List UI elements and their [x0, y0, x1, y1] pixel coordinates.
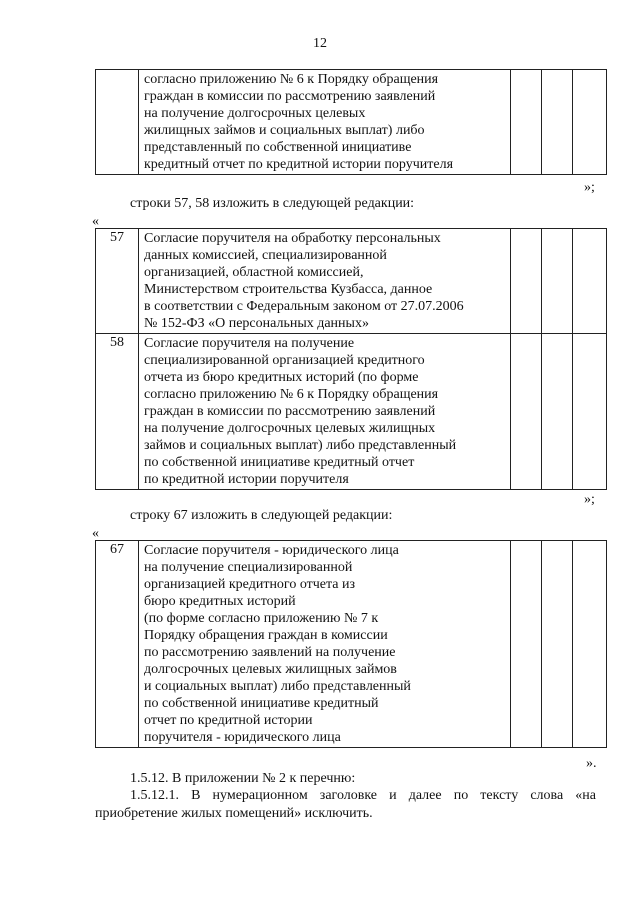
paragraph-1-5-12-1-line1: 1.5.12.1. В нумерационном заголовке и далее по тексту слова «на: [130, 788, 596, 803]
opening-quote: «: [92, 526, 99, 541]
empty-cell: [511, 541, 542, 748]
empty-cell: [573, 229, 607, 334]
row-description-cell: Согласие поручителя на обработку персональных данных комиссией, специализированной организацией, областной комиссией, Министерством строительства Кузбасса, данное в соответствии с Федеральным законом от 27.07.2006 № 152-ФЗ «О персональных данных»: [139, 229, 511, 334]
empty-cell: [511, 334, 542, 490]
instruction-text: строки 57, 58 изложить в следующей редакции:: [130, 196, 415, 211]
instruction-text: строку 67 изложить в следующей редакции:: [130, 508, 393, 523]
empty-cell: [573, 334, 607, 490]
row-description-cell: Согласие поручителя на получение специализированной организацией кредитного отчета из бюро кредитных историй (по форме согласно приложению № 6 к Порядку обращения граждан в комиссии по рассмотрению заявлений на получение долгосрочных целевых жилищных займов и социальных выплат) либо представленный по собственной инициативе кредитный отчет по кредитной истории поручителя: [139, 334, 511, 490]
closing-quote: »;: [584, 180, 595, 195]
paragraph-1-5-12: 1.5.12. В приложении № 2 к перечню:: [130, 771, 356, 786]
empty-cell: [573, 70, 607, 175]
row-number-cell: 57: [96, 229, 139, 334]
row-description-cell: согласно приложению № 6 к Порядку обращения граждан в комиссии по рассмотрению заявлений на получение долгосрочных целевых жилищных займов и социальных выплат) либо представленный по собственной инициативе кредитный отчет по кредитной истории поручителя: [139, 70, 511, 175]
table-row: [96, 229, 607, 334]
row-number-cell: 67: [96, 541, 139, 748]
table-continuation: [95, 69, 607, 175]
empty-cell: [542, 334, 573, 490]
empty-cell: [542, 70, 573, 175]
empty-cell: [542, 541, 573, 748]
closing-quote: ».: [586, 756, 597, 771]
closing-quote: »;: [584, 492, 595, 507]
paragraph-1-5-12-1-line2: приобретение жилых помещений» исключить.: [95, 806, 373, 821]
table-row: [96, 70, 607, 175]
table-row: [96, 334, 607, 490]
table-row-67: [95, 540, 607, 748]
row-description-cell: Согласие поручителя - юридического лица на получение специализированной организацией кредитного отчета из бюро кредитных историй (по форме согласно приложению № 7 к Порядку обращения граждан в комиссии по рассмотрению заявлений на получение долгосрочных целевых жилищных займов и социальных выплат) либо представленный по собственной инициативе кредитный отчет по кредитной истории поручителя - юридического лица: [139, 541, 511, 748]
empty-cell: [511, 229, 542, 334]
empty-cell: [511, 70, 542, 175]
row-number-cell: [96, 70, 139, 175]
opening-quote: «: [92, 214, 99, 229]
empty-cell: [573, 541, 607, 748]
row-number-cell: 58: [96, 334, 139, 490]
table-row: [96, 541, 607, 748]
empty-cell: [542, 229, 573, 334]
page-number: 12: [313, 36, 327, 51]
table-rows-57-58: [95, 228, 607, 490]
